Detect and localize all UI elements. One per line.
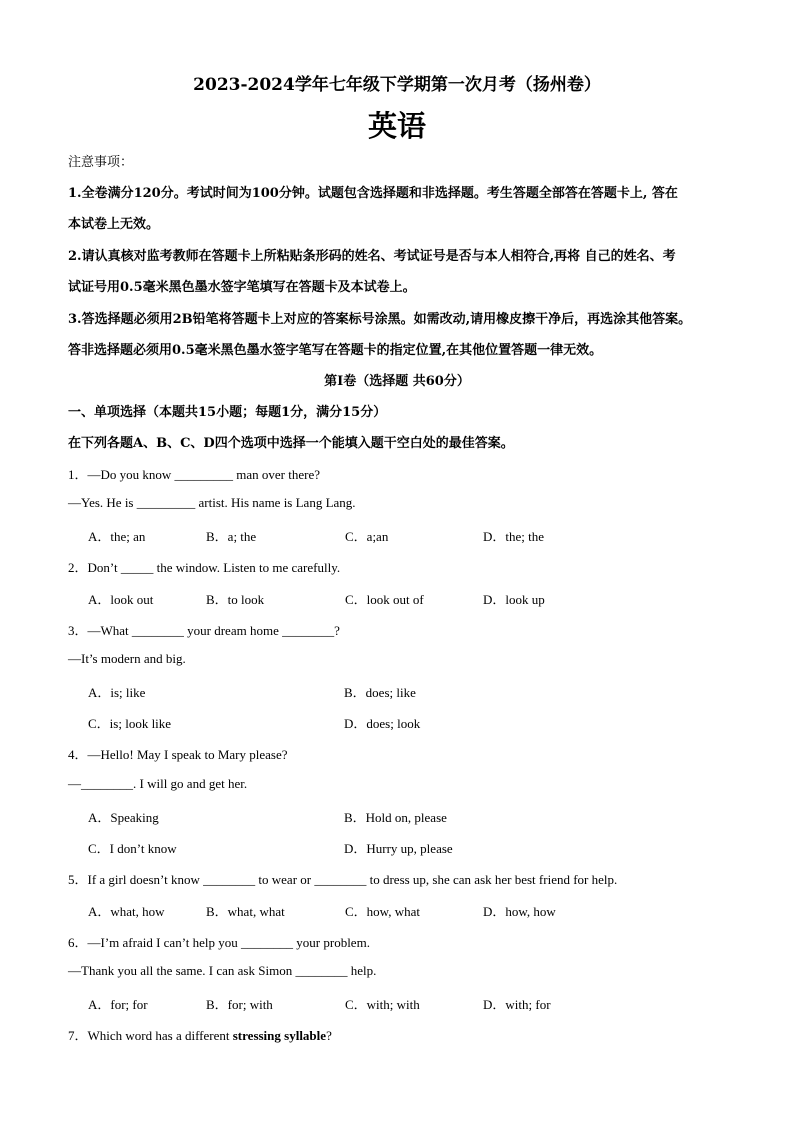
question-7-prefix: 7．Which word has a different <box>68 1028 233 1043</box>
question-4-response: —________. I will go and get her. <box>68 776 248 791</box>
question-3-option-a: A．is; like <box>88 685 146 700</box>
question-1-option-a: A．the; an <box>88 529 146 544</box>
notice-item-3-line-2: 答非选择题必须用0.5毫米黑色墨水签字笔写在答题卡的指定位置,在其他位置答题一律无效。 <box>68 343 603 358</box>
notice-item-3-line-1: 3.答选择题必须用2B铅笔将答题卡上对应的答案标号涂黑。如需改动,请用橡皮擦干净后，再选涂其他答案。 <box>68 312 692 327</box>
question-1-option-b: B．a; the <box>206 529 257 544</box>
subject-title: 英语 <box>367 109 426 143</box>
question-5-option-d: D．how, how <box>483 904 556 919</box>
question-6-stem: 6．—I’m afraid I can’t help you ________ your problem. <box>68 935 370 950</box>
question-3-stem: 3．—What ________ your dream home ________? <box>68 623 340 638</box>
question-2-option-b: B．to look <box>206 592 265 607</box>
notice-item-1-line-2: 本试卷上无效。 <box>68 217 160 232</box>
question-6-option-c: C．with; with <box>345 997 420 1012</box>
question-7-suffix: ? <box>326 1028 332 1043</box>
question-2-option-a: A．look out <box>88 592 154 607</box>
question-6-option-d: D．with; for <box>483 997 551 1012</box>
notice-item-2-line-2: 试证号用0.5毫米黑色墨水签字笔填写在答题卡及本试卷上。 <box>68 280 416 295</box>
question-5-stem: 5．If a girl doesn’t know ________ to wear or ________ to dress up, she can ask her best friend for help. <box>68 872 618 887</box>
question-3-option-d: D．does; look <box>344 716 421 731</box>
question-4-option-c: C．I don’t know <box>88 841 177 856</box>
question-4-option-b: B．Hold on, please <box>344 810 447 825</box>
question-4-option-a: A．Speaking <box>88 810 159 825</box>
question-5-option-b: B．what, what <box>206 904 285 919</box>
question-1-stem: 1．—Do you know _________ man over there? <box>68 467 321 482</box>
question-7-stem <box>68 1025 332 1044</box>
question-4-stem: 4．—Hello! May I speak to Mary please? <box>68 747 288 762</box>
notice-item-2-line-1: 2.请认真核对监考教师在答题卡上所粘贴条形码的姓名、考试证号是否与本人相符合,再将 自己的姓名、考 <box>68 249 676 264</box>
question-2-option-d: D．look up <box>483 592 545 607</box>
question-3-option-b: B．does; like <box>344 685 416 700</box>
question-3-option-c: C．is; look like <box>88 716 172 731</box>
question-2-stem: 2．Don’t _____ the window. Listen to me carefully. <box>68 560 341 575</box>
part-title: 第I卷（选择题 共60分） <box>324 374 470 389</box>
question-5-option-a: A．what, how <box>88 904 165 919</box>
question-1-response: —Yes. He is _________ artist. His name is Lang Lang. <box>68 495 356 510</box>
section-heading: 一、单项选择（本题共15小题；每题1分，满分15分） <box>68 405 387 420</box>
question-1-option-d: D．the; the <box>483 529 545 544</box>
exam-title: 2023-2024学年七年级下学期第一次月考（扬州卷） <box>193 75 601 95</box>
question-1-option-c: C．a;an <box>345 529 389 544</box>
question-7-emphasis: stressing syllable <box>232 1028 327 1043</box>
section-instruction: 在下列各题A、B、C、D四个选项中选择一个能填入题干空白处的最佳答案。 <box>68 436 514 451</box>
notice-heading: 注意事项： <box>68 155 134 170</box>
question-6-option-a: A．for; for <box>88 997 148 1012</box>
notice-item-1-line-1: 1.全卷满分120分。考试时间为100分钟。试题包含选择题和非选择题。考生答题全部答在答题卡上, 答在 <box>68 186 678 201</box>
question-3-response: —It’s modern and big. <box>68 651 186 666</box>
question-6-option-b: B．for; with <box>206 997 273 1012</box>
question-6-response: —Thank you all the same. I can ask Simon ________ help. <box>68 963 377 978</box>
question-4-option-d: D．Hurry up, please <box>344 841 453 856</box>
question-5-option-c: C．how, what <box>345 904 420 919</box>
question-2-option-c: C．look out of <box>345 592 424 607</box>
